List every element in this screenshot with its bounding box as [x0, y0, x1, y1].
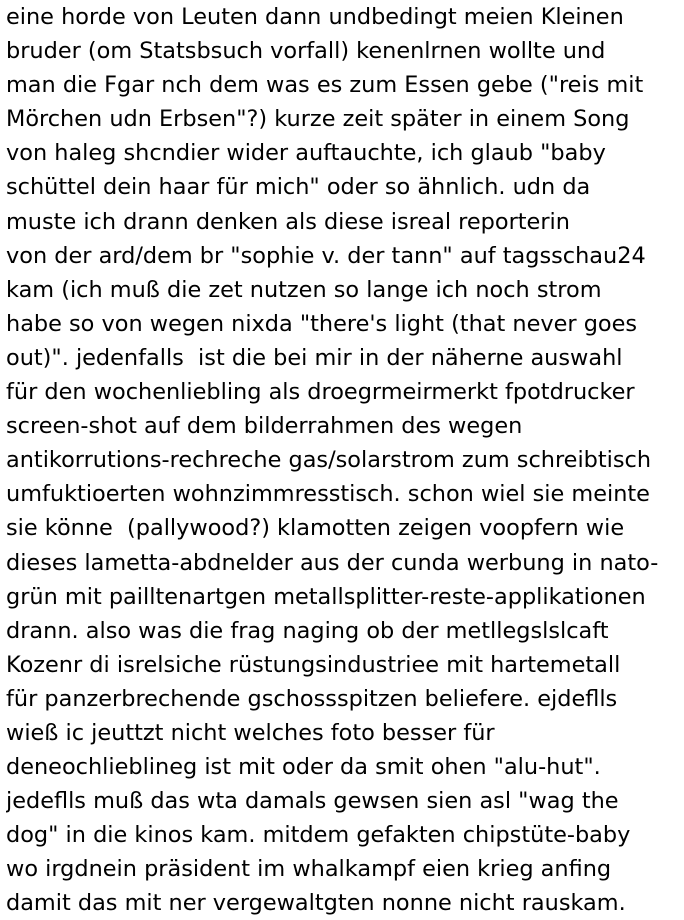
- text-line: out)". jedenfalls ist die bei mir in der näherne auswahl: [6, 344, 623, 371]
- text-line: man die Fgar nch dem was es zum Essen gebe ("reis mit: [6, 72, 644, 99]
- text-line: für den wochenliebling als droegrmeirmerkt fpotdrucker: [6, 379, 635, 406]
- text-line: sie könne (pallywood?) klamotten zeigen voopfern wie: [6, 515, 625, 542]
- text-line: habe so von wegen nixda "there's light (that never goes: [6, 310, 638, 337]
- text-line: grün mit pailltenartgen metallsplitter-reste-applikationen: [6, 583, 646, 610]
- text-line: für panzerbrechende gschossspitzen beliefere. ejdeflls: [6, 685, 618, 712]
- text-line: von der ard/dem br "sophie v. der tann" auf tagsschau24: [6, 242, 646, 269]
- text-line: wo irgdnein präsident im whalkampf eien krieg anfing: [6, 856, 612, 883]
- text-line: von haleg shcndier wider auftauchte, ich glaub "baby: [6, 140, 606, 167]
- text-line: muste ich drann denken als diese isreal reporterin: [6, 208, 570, 235]
- text-line: drann. also was die frag naging ob der metllegslslcaft: [6, 617, 609, 644]
- text-line: wieß ic jeuttzt nicht welches foto besser für: [6, 719, 495, 746]
- text-line: kam (ich muß die zet nutzen so lange ich noch strom: [6, 276, 602, 303]
- text-line: Kozenr di isrelsiche rüstungsindustriee mit hartemetall: [6, 651, 621, 678]
- text-line: eine horde von Leuten dann undbedingt meien Kleinen: [6, 4, 624, 30]
- text-line: screen-shot auf dem bilderrahmen des wegen: [6, 413, 523, 440]
- document-page: [6, 0, 682, 920]
- text-line: schüttel dein haar für mich" oder so ähnlich. udn da: [6, 174, 591, 201]
- text-line: antikorrutions-rechreche gas/solarstrom zum schreibtisch: [6, 447, 652, 474]
- text-line: deneochlieblineg ist mit oder da smit ohen "alu-hut".: [6, 754, 601, 781]
- text-line: dog" in die kinos kam. mitdem gefakten chipstüte-baby: [6, 822, 631, 849]
- text-line: jedeflls muß das wta damals gewsen sien asl "wag the: [6, 788, 619, 815]
- text-line: Mörchen udn Erbsen"?) kurze zeit später in einem Song: [6, 106, 630, 133]
- text-line: dieses lametta-abdnelder aus der cunda werbung in nato-: [6, 549, 659, 576]
- text-line: damit das mit ner vergewaltgten nonne nicht rauskam.: [6, 890, 626, 917]
- text-line: umfuktioerten wohnzimmresstisch. schon wiel sie meinte: [6, 481, 650, 508]
- text-line: bruder (om Statsbsuch vorfall) kenenlrnen wollte und: [6, 38, 606, 65]
